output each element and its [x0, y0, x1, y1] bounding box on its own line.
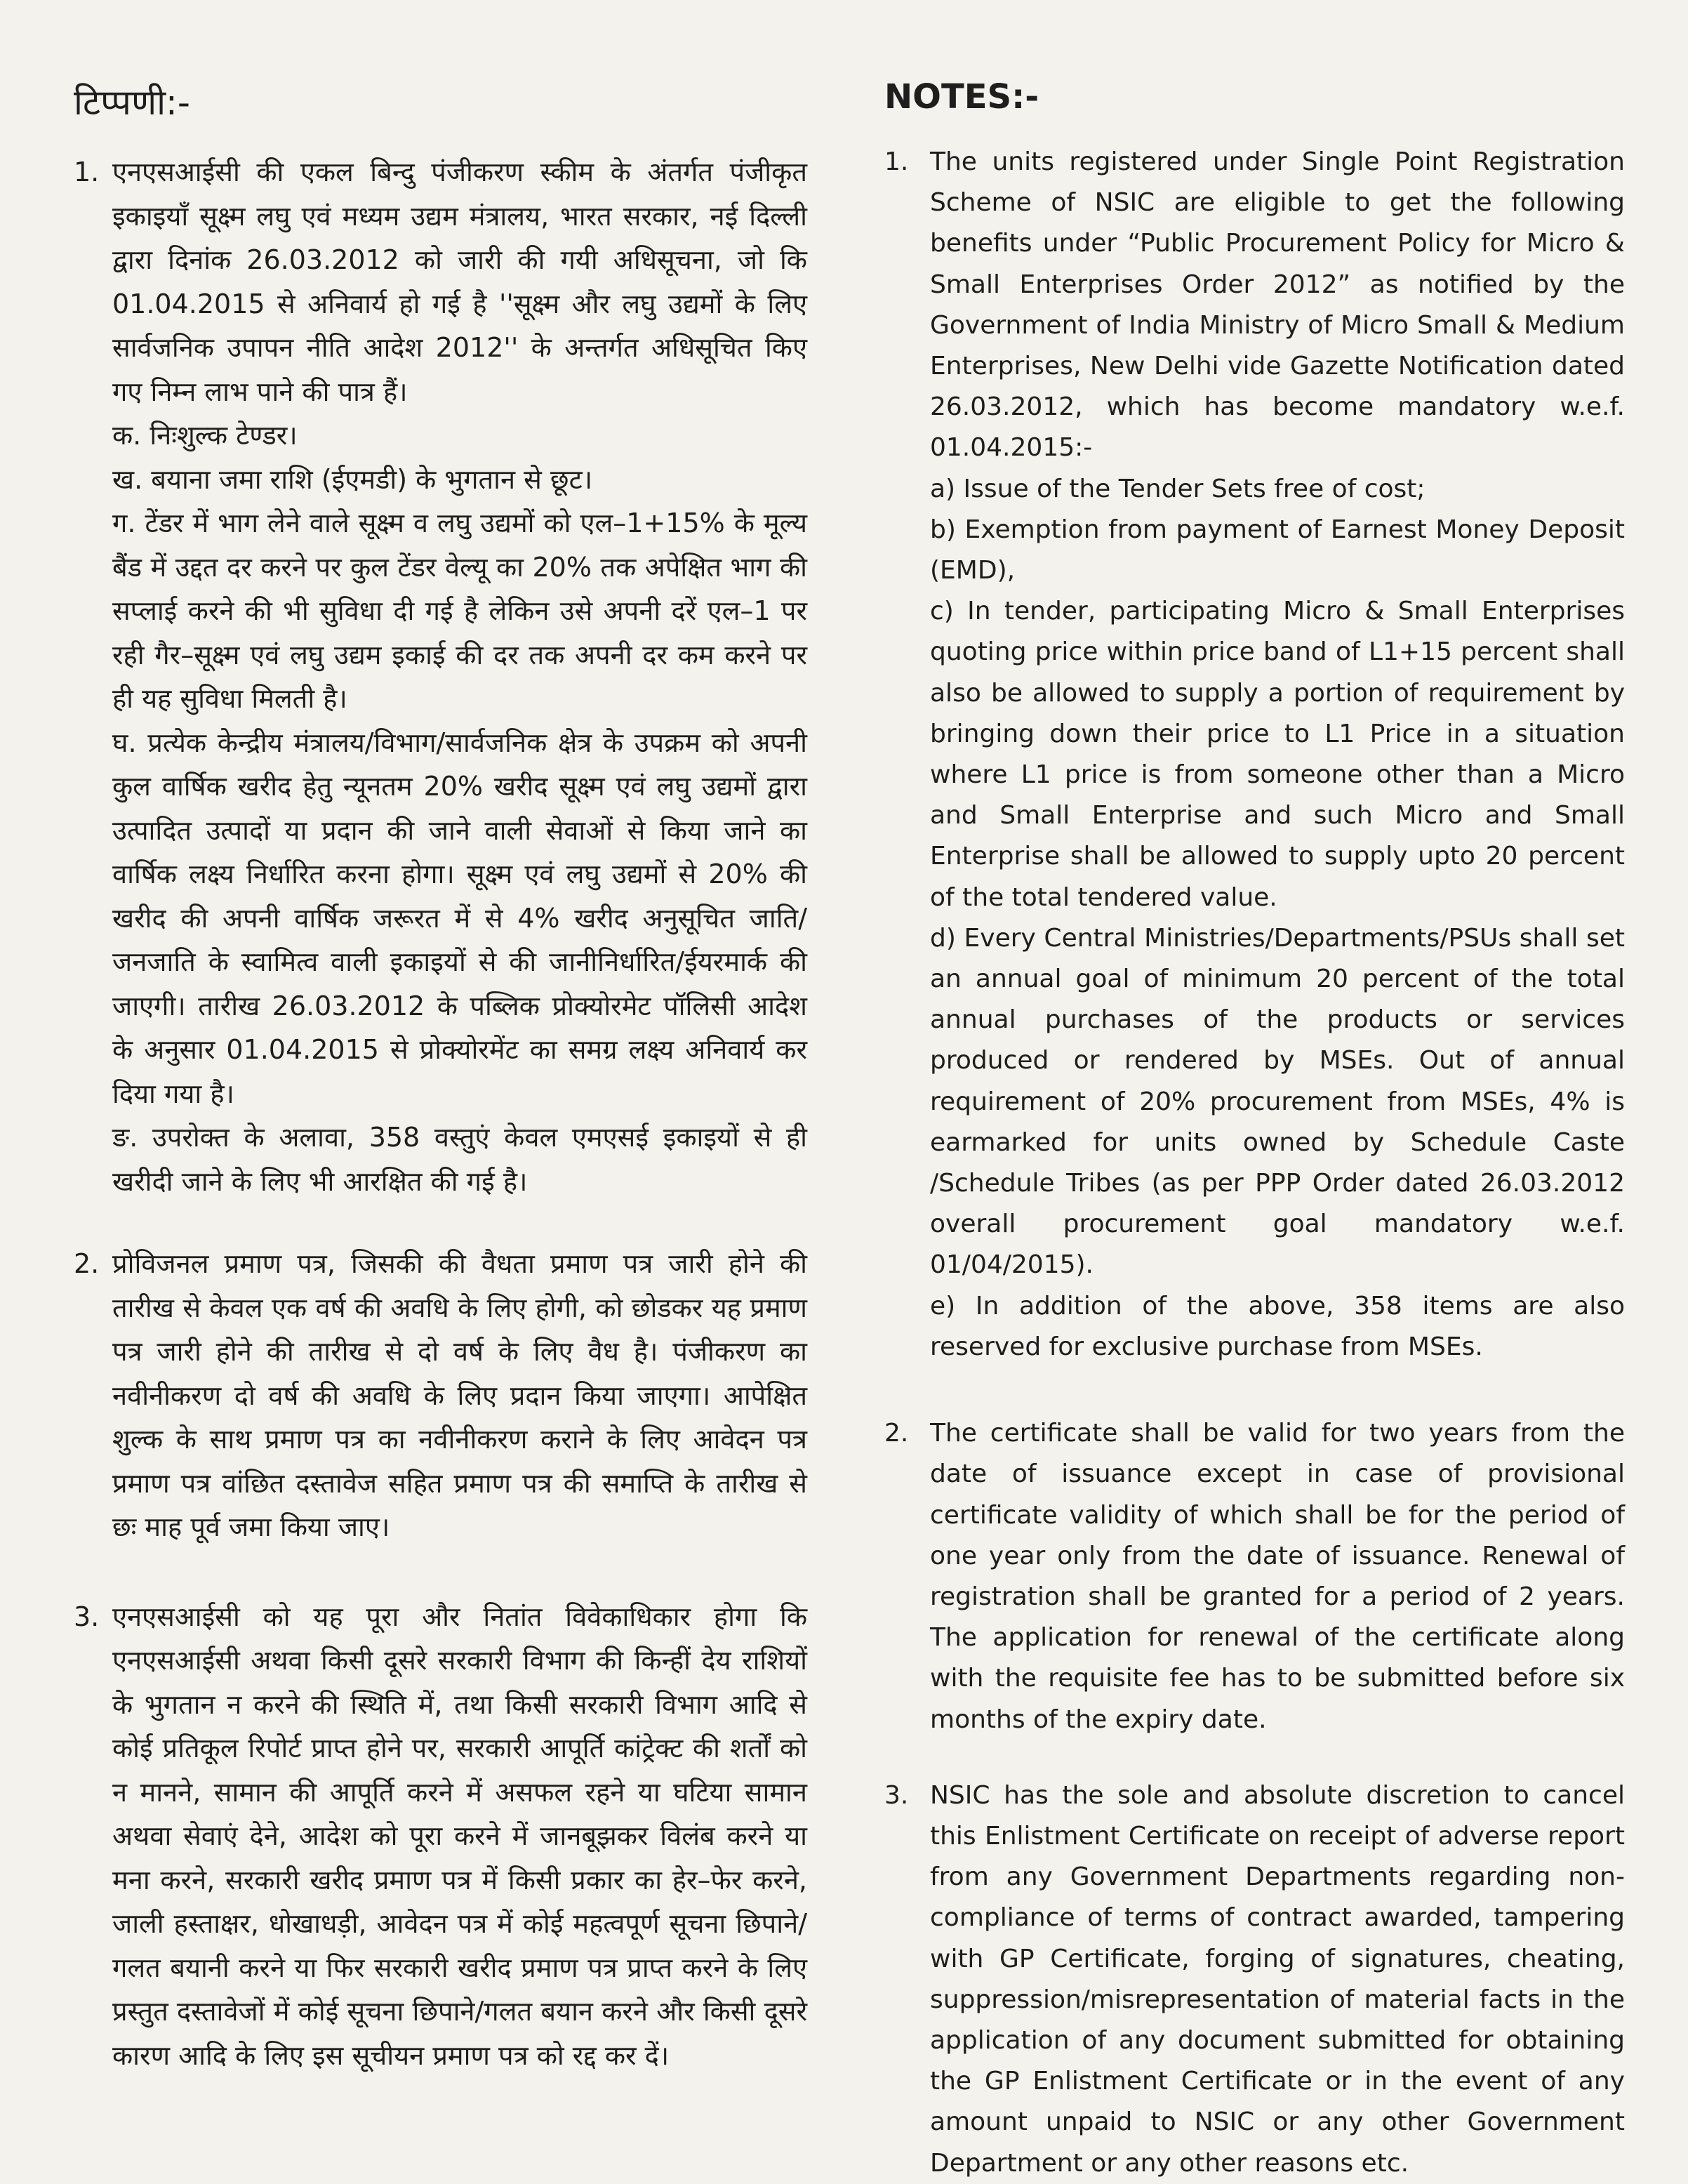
hindi-heading: टिप्पणी:- — [74, 82, 190, 123]
english-note-1-item-c: c) In tender, participating Micro & Small Enterprises quoting price within price band of L1+15 percent shall also be allowed to supply a portion of requirement by bringing down their price to L1 Price in a situation where L1 price is from someone other than a Micro and Small Enterprise and such Micro and Small Enterprise shall be allowed to supply upto 20 percent of the total tendered value. — [930, 597, 1625, 912]
note-number: 3. — [74, 1601, 100, 1632]
english-note-1-text: The units registered under Single Point Registration Scheme of NSIC are eligible to get the following benefits under “Public Procurement Policy for Micro & Small Enterprises Order 2012” as notified by the Government of India Ministry of Micro Small & Medium Enterprises, New Delhi vide Gazette Notification dated 26.03.2012, which has become mandatory w.e.f. 01.04.2015:- — [930, 147, 1625, 463]
hindi-note-1-item-a: क. निःशुल्क टेण्डर। — [112, 420, 298, 451]
english-note-3-text: NSIC has the sole and absolute discretion to cancel this Enlistment Certificate on receipt of adverse report from any Government Departments regarding non-compliance of terms of contract awarded, tampering with GP Certificate, forging of signatures, cheating, suppression/misrepresentation of material facts in the application of any document submitted for obtaining the GP Enlistment Certificate or in the event of any amount unpaid to NSIC or any other Government Department or any other reasons etc. — [930, 1780, 1625, 2178]
english-heading: NOTES:- — [884, 77, 1039, 117]
hindi-note-1-item-e: ङ. उपरोक्त के अलावा, 358 वस्तुएं केवल एमएसई इकाइयों से ही खरीदी जाने के लिए भी आरक्षित की गई है। — [112, 1122, 807, 1197]
hindi-note-3-text: एनएसआईसी को यह पूरा और नितांत विवेकाधिकार होगा कि एनएसआईसी अथवा किसी दूसरे सरकारी विभाग की किन्हीं देय राशियों के भुगतान न करने की स्थिति में, तथा किसी सरकारी विभाग आदि से कोई प्रतिकूल रिपोर्ट प्राप्त होने पर, सरकारी आपूर्ति कांट्रेक्ट की शर्तों को न मानने, सामान की आपूर्ति करने में असफल रहने या घटिया सामान अथवा सेवाएं देने, आदेश को पूरा करने में जानबूझकर विलंब करने या मना करने, सरकारी खरीद प्रमाण पत्र में किसी प्रकार का हेर–फेर करने, जाली हस्ताक्षर, धोखाधड़ी, आवेदन पत्र में कोई महत्वपूर्ण सूचना छिपाने/गलत बयानी करने या फिर सरकारी खरीद प्रमाण पत्र प्राप्त करने के लिए प्रस्तुत दस्तावेजों में कोई सूचना छिपाने/गलत बयान करने और किसी दूसरे कारण आदि के लिए इस सूचीयन प्रमाण पत्र को रद्द कर दें। — [112, 1601, 807, 2071]
hindi-note-1-item-c: ग. टेंडर में भाग लेने वाले सूक्ष्म व लघु उद्यमों को एल–1+15% के मूल्य बैंड में उद्दत दर करने पर कुल टेंडर वेल्यू का 20% तक अपेक्षित भाग की सप्लाई करने की भी सुविधा दी गई है लेकिन उसे अपनी दरें एल–1 पर रही गैर–सूक्ष्म एवं लघु उद्यम इकाई की दर तक अपनी दर कम करने पर ही यह सुविधा मिलती है। — [112, 508, 807, 714]
hindi-note-2 — [74, 1242, 807, 1549]
hindi-note-1-text: एनएसआईसी की एकल बिन्दु पंजीकरण स्कीम के अंतर्गत पंजीकृत इकाइयाँ सूक्ष्म लघु एवं मध्यम उद्यम मंत्रालय, भारत सरकार, नई दिल्ली द्वारा दिनांक 26.03.2012 को जारी की गयी अधिसूचना, जो कि 01.04.2015 से अनिवार्य हो गई है ''सूक्ष्म और लघु उद्यमों के लिए सार्वजनिक उपापन नीति आदेश 2012'' के अन्तर्गत अधिसूचित किए गए निम्न लाभ पाने की पात्र हैं। — [112, 157, 807, 407]
english-note-1-item-a: a) Issue of the Tender Sets free of cost; — [930, 474, 1426, 503]
hindi-note-2-text: प्रोविजनल प्रमाण पत्र, जिसकी की वैधता प्रमाण पत्र जारी होने की तारीख से केवल एक वर्ष की अवधि के लिए होगी, को छोडकर यह प्रमाण पत्र जारी होने की तारीख से दो वर्ष के लिए वैध है। पंजीकरण का नवीनीकरण दो वर्ष की अवधि के लिए प्रदान किया जाएगा। आपेक्षित शुल्क के साथ प्रमाण पत्र का नवीनीकरण कराने के लिए आवेदन पत्र प्रमाण पत्र वांछित दस्तावेज सहित प्रमाण पत्र की समाप्ति के तारीख से छः माह पूर्व जमा किया जाए। — [112, 1248, 807, 1542]
english-note-1 — [863, 142, 1625, 1368]
hindi-note-3 — [74, 1595, 807, 2078]
english-note-2 — [863, 1413, 1625, 1740]
english-note-3 — [863, 1775, 1625, 2184]
english-note-1-item-e: e) In addition of the above, 358 items are also reserved for exclusive purchase from MSEs. — [930, 1291, 1625, 1361]
hindi-note-1-item-b: ख. बयाना जमा राशि (ईएमडी) के भुगतान से छूट। — [112, 463, 593, 495]
note-number: 3. — [884, 1780, 909, 1810]
hindi-note-1-item-d: घ. प्रत्येक केन्द्रीय मंत्रालय/विभाग/सार्वजनिक क्षेत्र के उपक्रम को अपनी कुल वार्षिक खरीद हेतु न्यूनतम 20% खरीद सूक्ष्म एवं लघु उद्यमों द्वारा उत्पादित उत्पादों या प्रदान की जाने वाली सेवाओं से किया जाने का वार्षिक लक्ष्य निर्धारित करना होगा। सूक्ष्म एवं लघु उद्यमों से 20% की खरीद की अपनी वार्षिक जरूरत में से 4% खरीद अनुसूचित जाति/जनजाति के स्वामित्व वाली इकाइयों से की जानीनिर्धारित/ईयरमार्क की जाएगी। तारीख 26.03.2012 के पब्लिक प्रोक्योरमेट पॉलिसी आदेश के अनुसार 01.04.2015 से प्रोक्योरमेंट का समग्र लक्ष्य अनिवार्य कर दिया गया है। — [112, 727, 807, 1109]
hindi-column — [0, 0, 842, 2077]
hindi-note-1 — [74, 150, 807, 1203]
note-number: 1. — [884, 147, 909, 176]
english-note-1-item-d: d) Every Central Ministries/Departments/PSUs shall set an annual goal of minimum 20 percent of the total annual purchases of the products or services produced or rendered by MSEs. Out of annual requirement of 20% procurement from MSEs, 4% is earmarked for units owned by Schedule Caste /Schedule Tribes (as per PPP Order dated 26.03.2012 overall procurement goal mandatory w.e.f. 01/04/2015). — [930, 923, 1625, 1280]
note-number: 2. — [884, 1419, 909, 1448]
english-column — [842, 0, 1688, 2184]
english-note-1-item-b: b) Exemption from payment of Earnest Money Deposit (EMD), — [930, 515, 1625, 585]
note-number: 2. — [74, 1248, 100, 1279]
note-number: 1. — [74, 157, 100, 187]
english-note-2-text: The certificate shall be valid for two years from the date of issuance except in case of provisional certificate validity of which shall be for the period of one year only from the date of issuance. Renewal of registration shall be granted for a period of 2 years. The application for renewal of the certificate along with the requisite fee has to be submitted before six months of the expiry date. — [930, 1419, 1625, 1734]
